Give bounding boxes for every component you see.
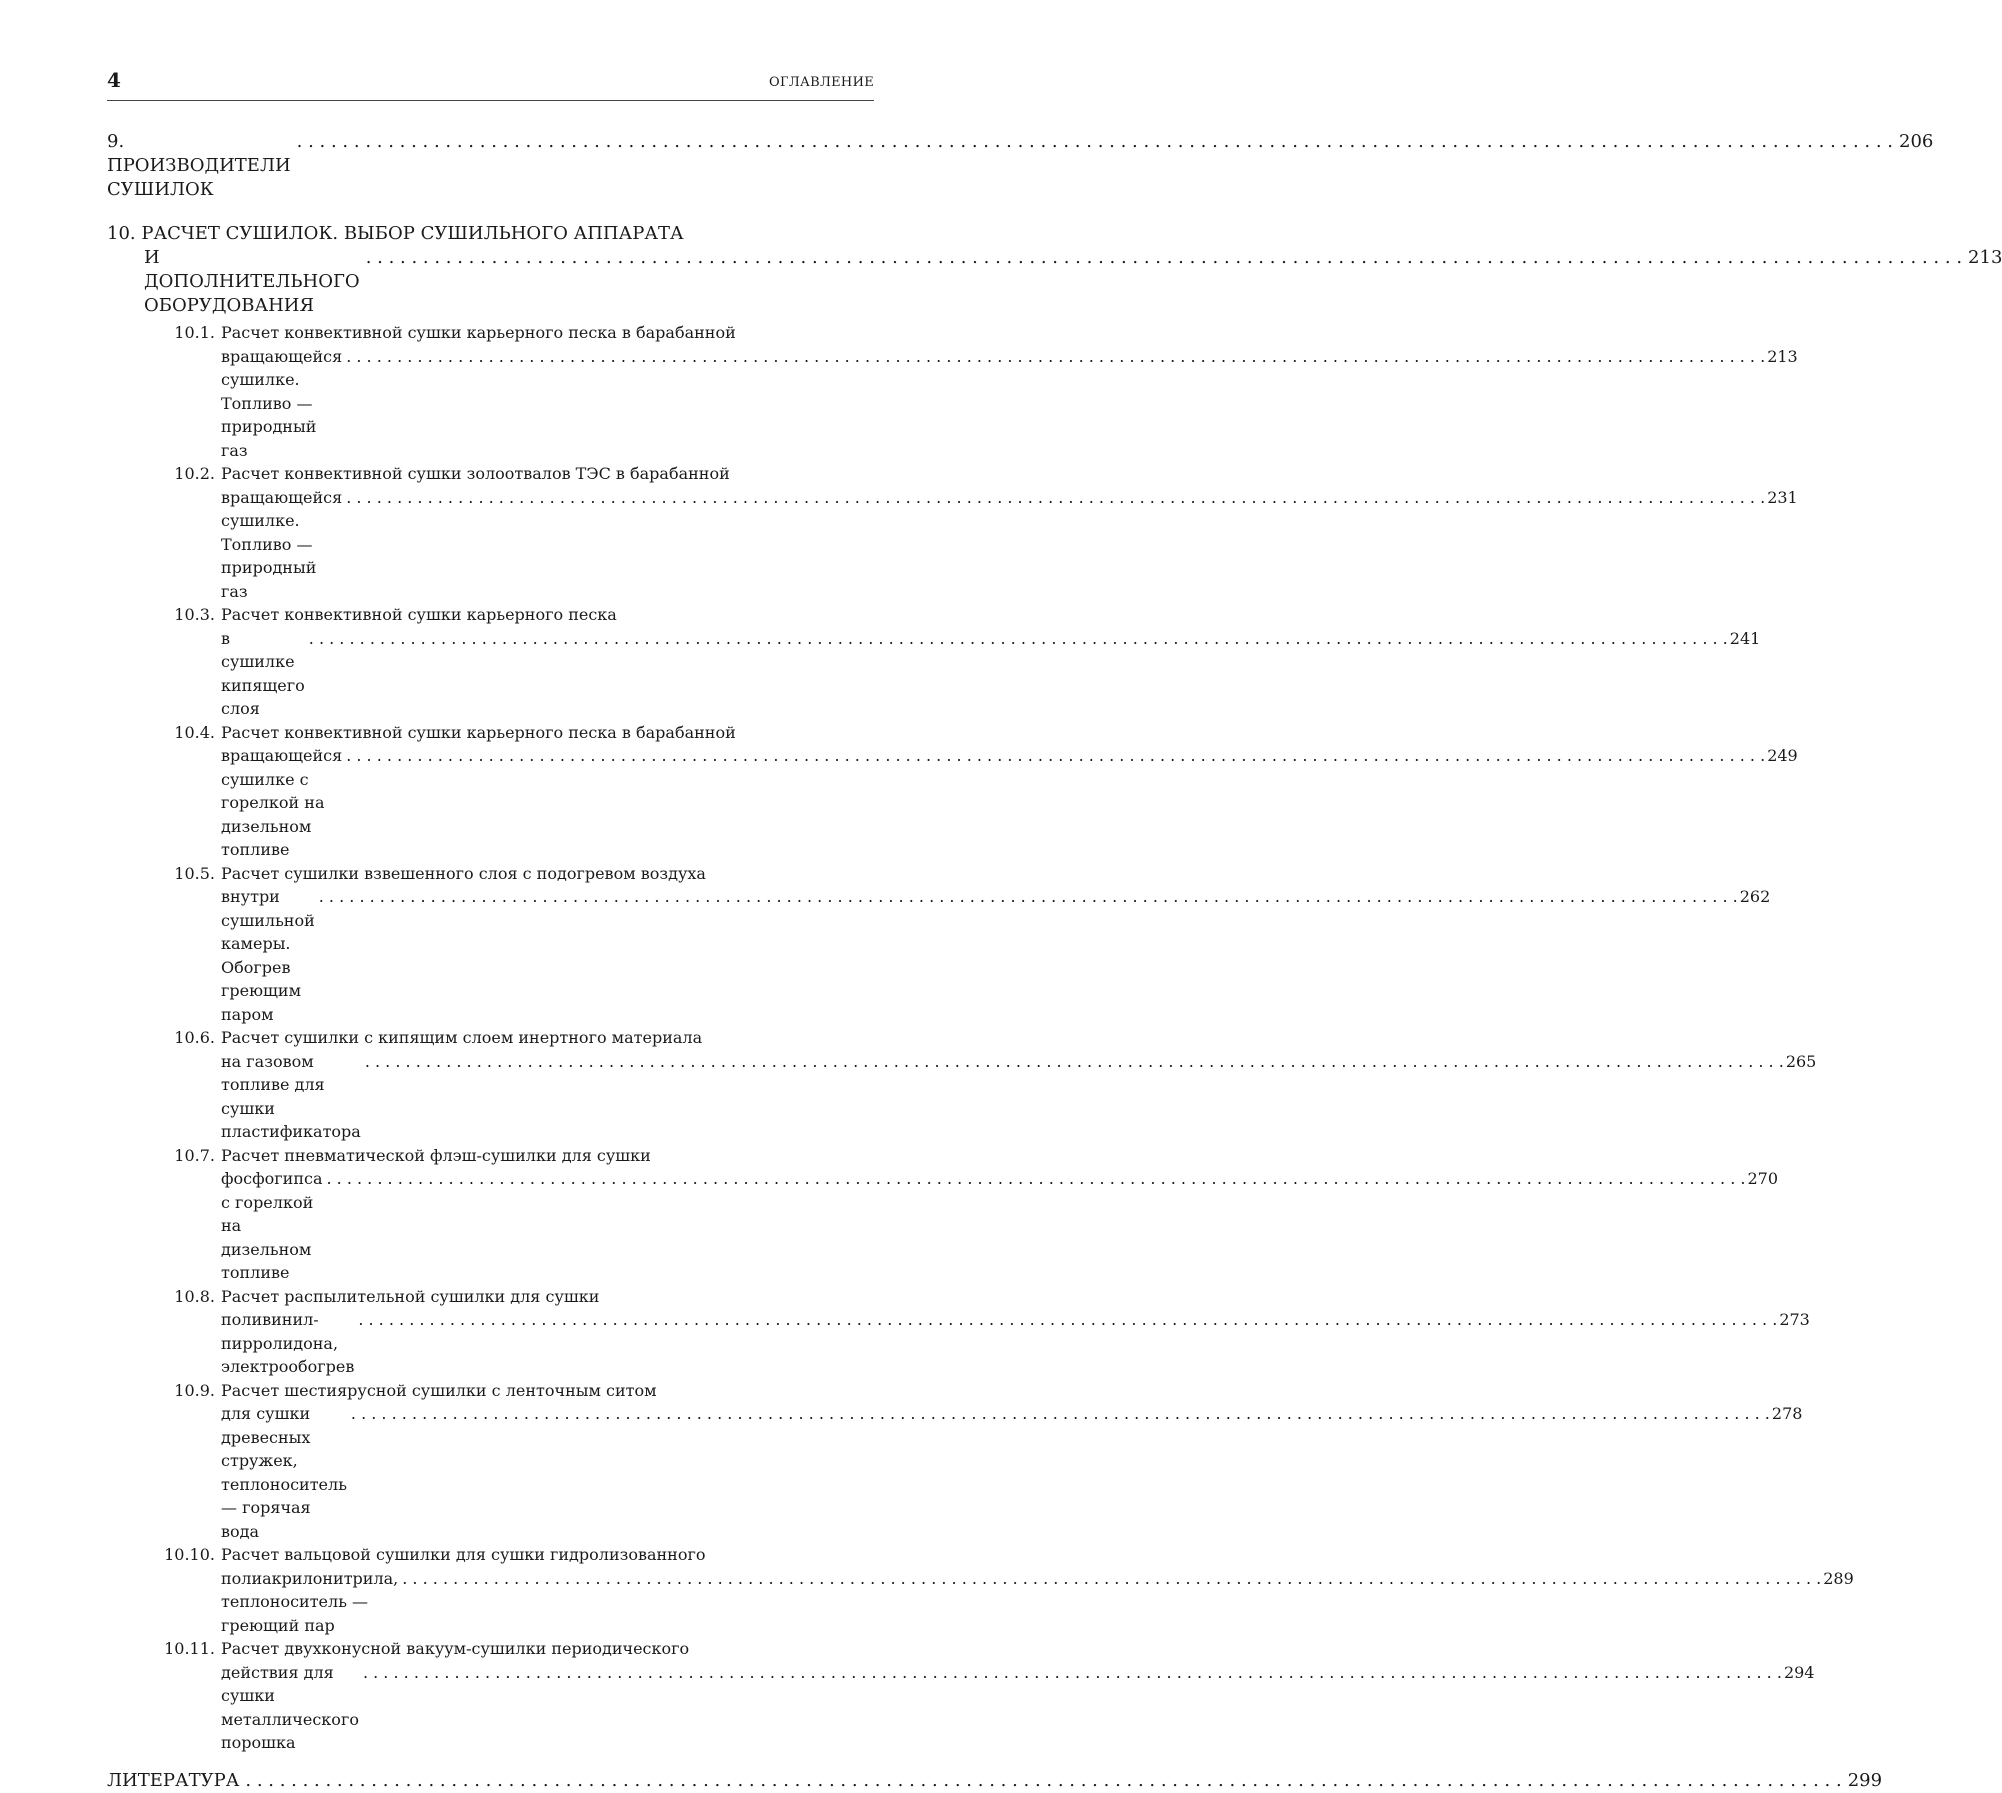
subsection-number: 10.4. xyxy=(174,722,215,742)
leader-dots xyxy=(365,1050,1784,1074)
leader-dots xyxy=(363,1661,1782,1685)
toc-entry-title: ЛИТЕРАТУРА xyxy=(107,1769,240,1791)
subsection-title-line1: Расчет двухконусной вакуум-сушилки периодического xyxy=(221,1639,690,1658)
subsection-page: 241 xyxy=(1729,628,1761,648)
subsection-title-line1: Расчет пневматической флэш-сушилки для сушки xyxy=(221,1145,651,1165)
subsection-number: 10.6. xyxy=(174,1028,215,1047)
toc-entry-subsection[interactable] xyxy=(107,1637,1815,1755)
subsection-title-line2: вращающейся сушилке. Топливо — природный газ xyxy=(221,346,343,460)
toc-entry-subsection[interactable] xyxy=(107,321,1798,462)
toc-entry-literature[interactable] xyxy=(107,1769,1883,1793)
subsection-title-line1: Расчет сушилки с кипящим слоем инертного материала xyxy=(221,1028,703,1047)
toc-entry-page: 299 xyxy=(1847,1769,1883,1791)
subsection-title-line2: внутри сушильной камеры. Обогрев греющим паром xyxy=(221,887,315,1024)
leader-dots xyxy=(346,345,1765,369)
subsection-number: 10.7. xyxy=(174,1145,215,1165)
leader-dots xyxy=(326,1167,1745,1191)
subsection-page: 213 xyxy=(1767,346,1798,366)
page-header xyxy=(107,64,874,101)
toc-entry-chapter-9[interactable] xyxy=(107,130,1934,202)
subsection-title-line1: Расчет вальцовой сушилки для сушки гидролизованного xyxy=(221,1545,706,1564)
subsection-title-line1: Расчет сушилки взвешенного слоя с подогревом воздуха xyxy=(221,863,706,883)
subsection-page: 270 xyxy=(1747,1169,1779,1188)
leader-dots xyxy=(366,246,1962,270)
toc-entry-title: 9. ПРОИЗВОДИТЕЛИ СУШИЛОК xyxy=(107,131,291,200)
subsection-title-line2: фосфогипса с горелкой на дизельном топливе xyxy=(221,1169,323,1282)
subsection-title-line1: Расчет шестиярусной сушилки с ленточным ситом xyxy=(221,1380,657,1400)
subsection-title-line2: на газовом топливе для сушки пластификатора xyxy=(221,1051,361,1141)
leader-dots xyxy=(358,1308,1777,1332)
subsection-number: 10.10. xyxy=(164,1545,215,1564)
toc-entry-subsection[interactable] xyxy=(107,462,1798,603)
subsection-page: 294 xyxy=(1783,1662,1815,1682)
page-number: 4 xyxy=(107,68,121,92)
leader-dots xyxy=(351,1402,1770,1426)
subsection-page: 249 xyxy=(1767,746,1798,765)
toc-entry-subsection[interactable] xyxy=(107,1144,1779,1285)
leader-dots xyxy=(245,1769,1841,1793)
table-of-contents xyxy=(107,130,2002,1793)
subsection-page: 289 xyxy=(1823,1568,1854,1588)
subsection-title-line2: действия для сушки металлического порошка xyxy=(221,1662,359,1752)
running-head: ОГЛАВЛЕНИЕ xyxy=(768,75,874,90)
subsection-number: 10.5. xyxy=(174,863,215,883)
subsection-title-line1: Расчет конвективной сушки золоотвалов ТЭС в барабанной xyxy=(221,464,730,483)
subsection-title-line2: вращающейся сушилке с горелкой на дизельном топливе xyxy=(221,746,343,859)
toc-entry-subsection[interactable] xyxy=(107,603,1761,721)
toc-entry-chapter-10[interactable] xyxy=(107,222,2002,318)
subsection-number: 10.1. xyxy=(174,323,215,342)
toc-entry-subsection[interactable] xyxy=(107,721,1798,862)
toc-entry-page: 206 xyxy=(1899,131,1934,152)
leader-dots xyxy=(346,486,1765,510)
toc-entry-subsection[interactable] xyxy=(107,1543,1854,1637)
subsection-page: 231 xyxy=(1767,487,1798,507)
subsection-page: 278 xyxy=(1771,1404,1803,1423)
toc-entry-title-line2: И ДОПОЛНИТЕЛЬНОГО ОБОРУДОВАНИЯ xyxy=(144,247,360,316)
subsection-page: 273 xyxy=(1779,1310,1810,1329)
subsection-title-line1: Расчет конвективной сушки карьерного песка в барабанной xyxy=(221,323,736,342)
toc-entry-subsection[interactable] xyxy=(107,862,1771,1027)
subsection-page: 265 xyxy=(1785,1051,1817,1071)
subsection-title-line1: Расчет конвективной сушки карьерного песка xyxy=(221,605,617,624)
subsection-number: 10.8. xyxy=(174,1286,215,1306)
leader-dots xyxy=(346,744,1765,768)
subsection-title-line2: поливинил-пирролидона, электрообогрев xyxy=(221,1310,355,1376)
subsection-title-line2: полиакрилонитрила, теплоноситель — греющий пар xyxy=(221,1568,399,1635)
subsection-page: 262 xyxy=(1739,887,1771,906)
leader-dots xyxy=(309,627,1728,651)
leader-dots xyxy=(319,885,1738,909)
toc-entry-page: 213 xyxy=(1968,247,2002,268)
subsection-title-line1: Расчет конвективной сушки карьерного песка в барабанной xyxy=(221,722,736,742)
subsection-title-line1: Расчет распылительной сушилки для сушки xyxy=(221,1286,600,1306)
subsection-number: 10.11. xyxy=(164,1639,215,1658)
toc-entry-subsection[interactable] xyxy=(107,1379,1803,1544)
leader-dots xyxy=(297,130,1893,154)
subsection-number: 10.3. xyxy=(174,605,215,624)
leader-dots xyxy=(402,1567,1821,1591)
subsection-title-line2: в сушилке кипящего слоя xyxy=(221,628,305,718)
subsection-title-line2: для сушки древесных стружек, теплоноситель — горячая вода xyxy=(221,1404,347,1541)
toc-entry-subsection[interactable] xyxy=(107,1026,1817,1144)
subsection-number: 10.9. xyxy=(174,1380,215,1400)
subsection-list xyxy=(107,321,1854,1755)
subsection-number: 10.2. xyxy=(174,464,215,483)
toc-entry-subsection[interactable] xyxy=(107,1285,1810,1379)
subsection-title-line2: вращающейся сушилке. Топливо — природный газ xyxy=(221,487,343,601)
toc-entry-title-line1: 10. РАСЧЕТ СУШИЛОК. ВЫБОР СУШИЛЬНОГО АППАРАТА xyxy=(107,223,684,244)
